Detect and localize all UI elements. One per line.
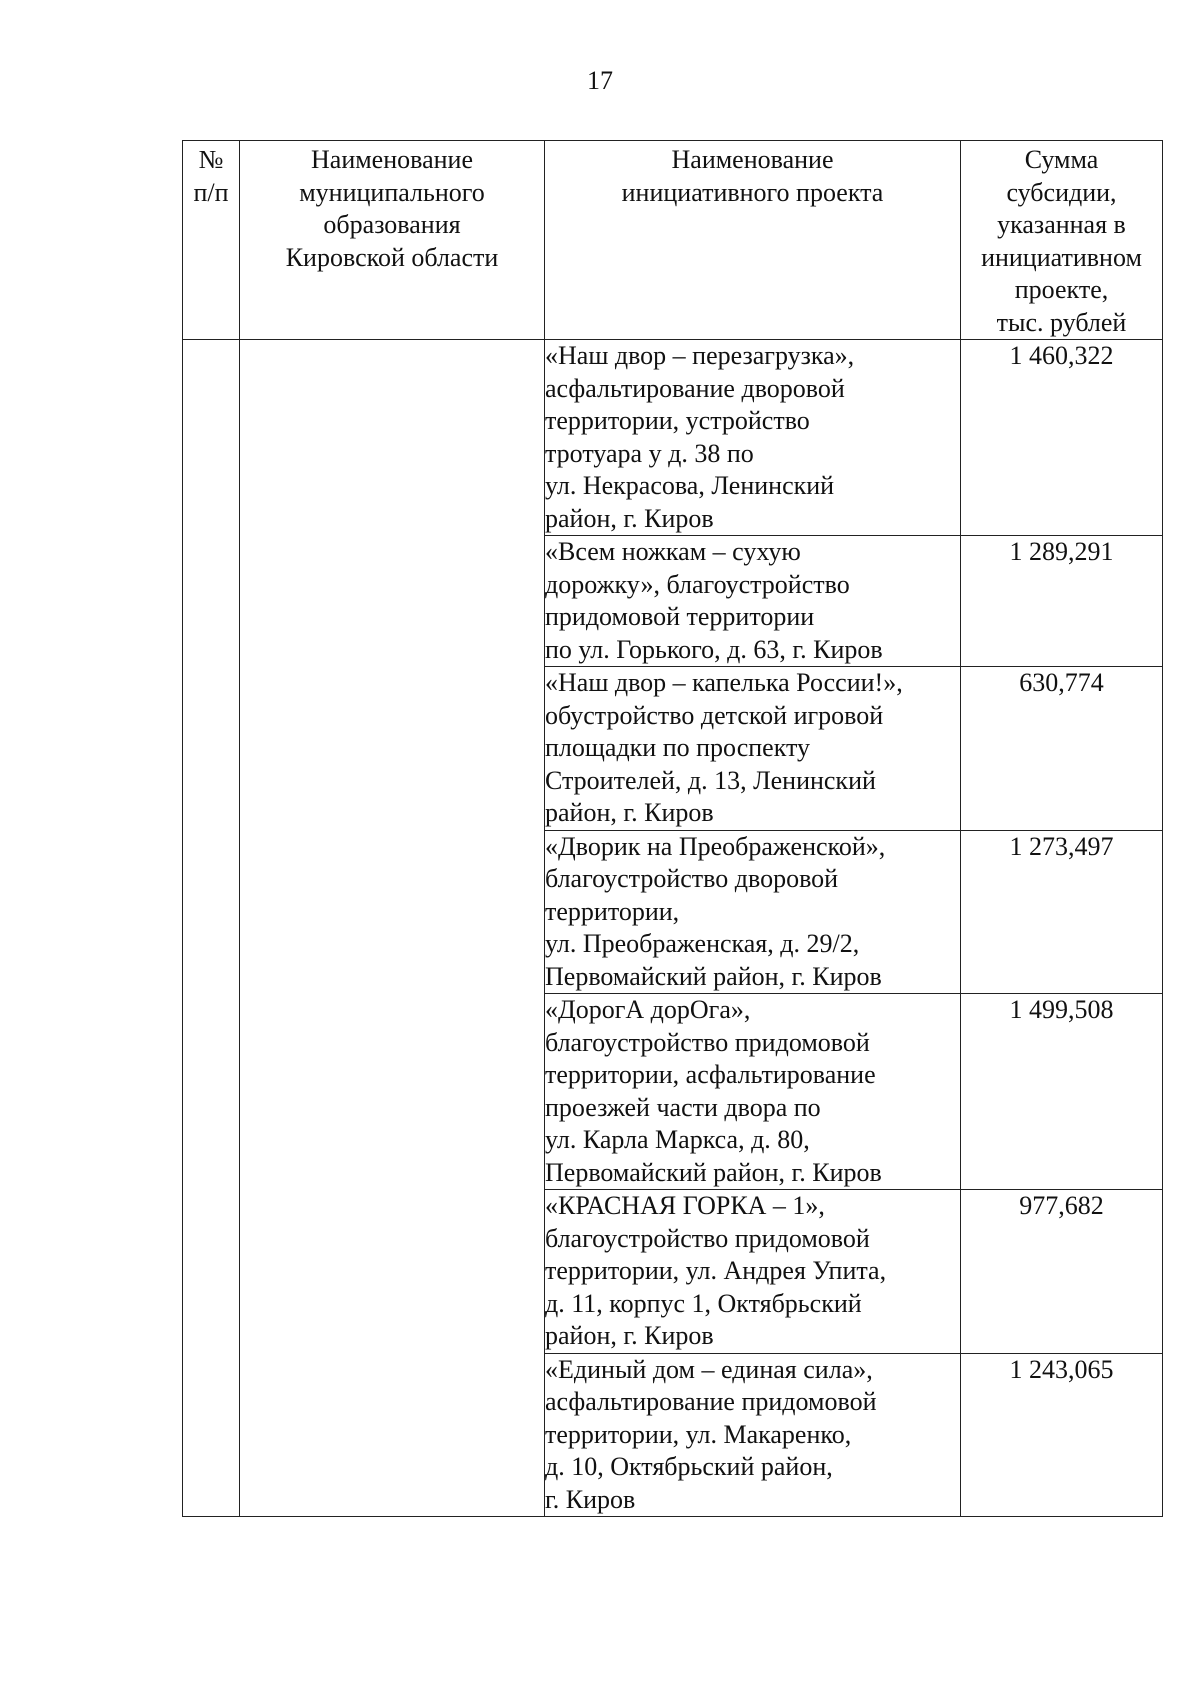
project-name-cell: «Наш двор – перезагрузка», асфальтирование дворовой территории, устройство тротуара у д. 38 по ул. Некрасова, Ленинский район, г. Киров [545, 340, 961, 536]
subsidy-amount-cell: 977,682 [961, 1190, 1163, 1354]
header-row-number: № п/п [183, 141, 240, 340]
project-name-cell: «КРАСНАЯ ГОРКА – 1», благоустройство придомовой территории, ул. Андрея Упита, д. 11, корпус 1, Октябрьский район, г. Киров [545, 1190, 961, 1354]
subsidy-amount-cell: 1 460,322 [961, 340, 1163, 536]
table-header-row [183, 141, 1163, 340]
subsidy-amount-cell: 1 499,508 [961, 994, 1163, 1190]
project-name-cell: «Наш двор – капелька России!», обустройство детской игровой площадки по проспекту Строителей, д. 13, Ленинский район, г. Киров [545, 667, 961, 831]
row-number-cell [183, 340, 240, 1517]
municipality-cell [240, 340, 545, 1517]
project-name-cell: «Дворик на Преображенской», благоустройство дворовой территории, ул. Преображенская, д. 29/2, Первомайский район, г. Киров [545, 830, 961, 994]
project-name-cell: «Единый дом – единая сила», асфальтирование придомовой территории, ул. Макаренко, д. 10, Октябрьский район, г. Киров [545, 1353, 961, 1517]
project-name-cell: «ДорогА дорОга», благоустройство придомовой территории, асфальтирование проезжей части двора по ул. Карла Маркса, д. 80, Первомайский район, г. Киров [545, 994, 961, 1190]
header-municipality: Наименование муниципального образования Кировской области [240, 141, 545, 340]
table-row [183, 340, 1163, 536]
page-number: 17 [587, 66, 613, 95]
subsidy-amount-cell: 1 273,497 [961, 830, 1163, 994]
header-subsidy-amount: Сумма субсидии, указанная в инициативном проекте, тыс. рублей [961, 141, 1163, 340]
project-name-cell: «Всем ножкам – сухую дорожку», благоустройство придомовой территории по ул. Горького, д. 63, г. Киров [545, 536, 961, 667]
header-project-name: Наименование инициативного проекта [545, 141, 961, 340]
subsidy-amount-cell: 630,774 [961, 667, 1163, 831]
subsidy-table [182, 140, 1163, 1517]
subsidy-amount-cell: 1 289,291 [961, 536, 1163, 667]
subsidy-amount-cell: 1 243,065 [961, 1353, 1163, 1517]
